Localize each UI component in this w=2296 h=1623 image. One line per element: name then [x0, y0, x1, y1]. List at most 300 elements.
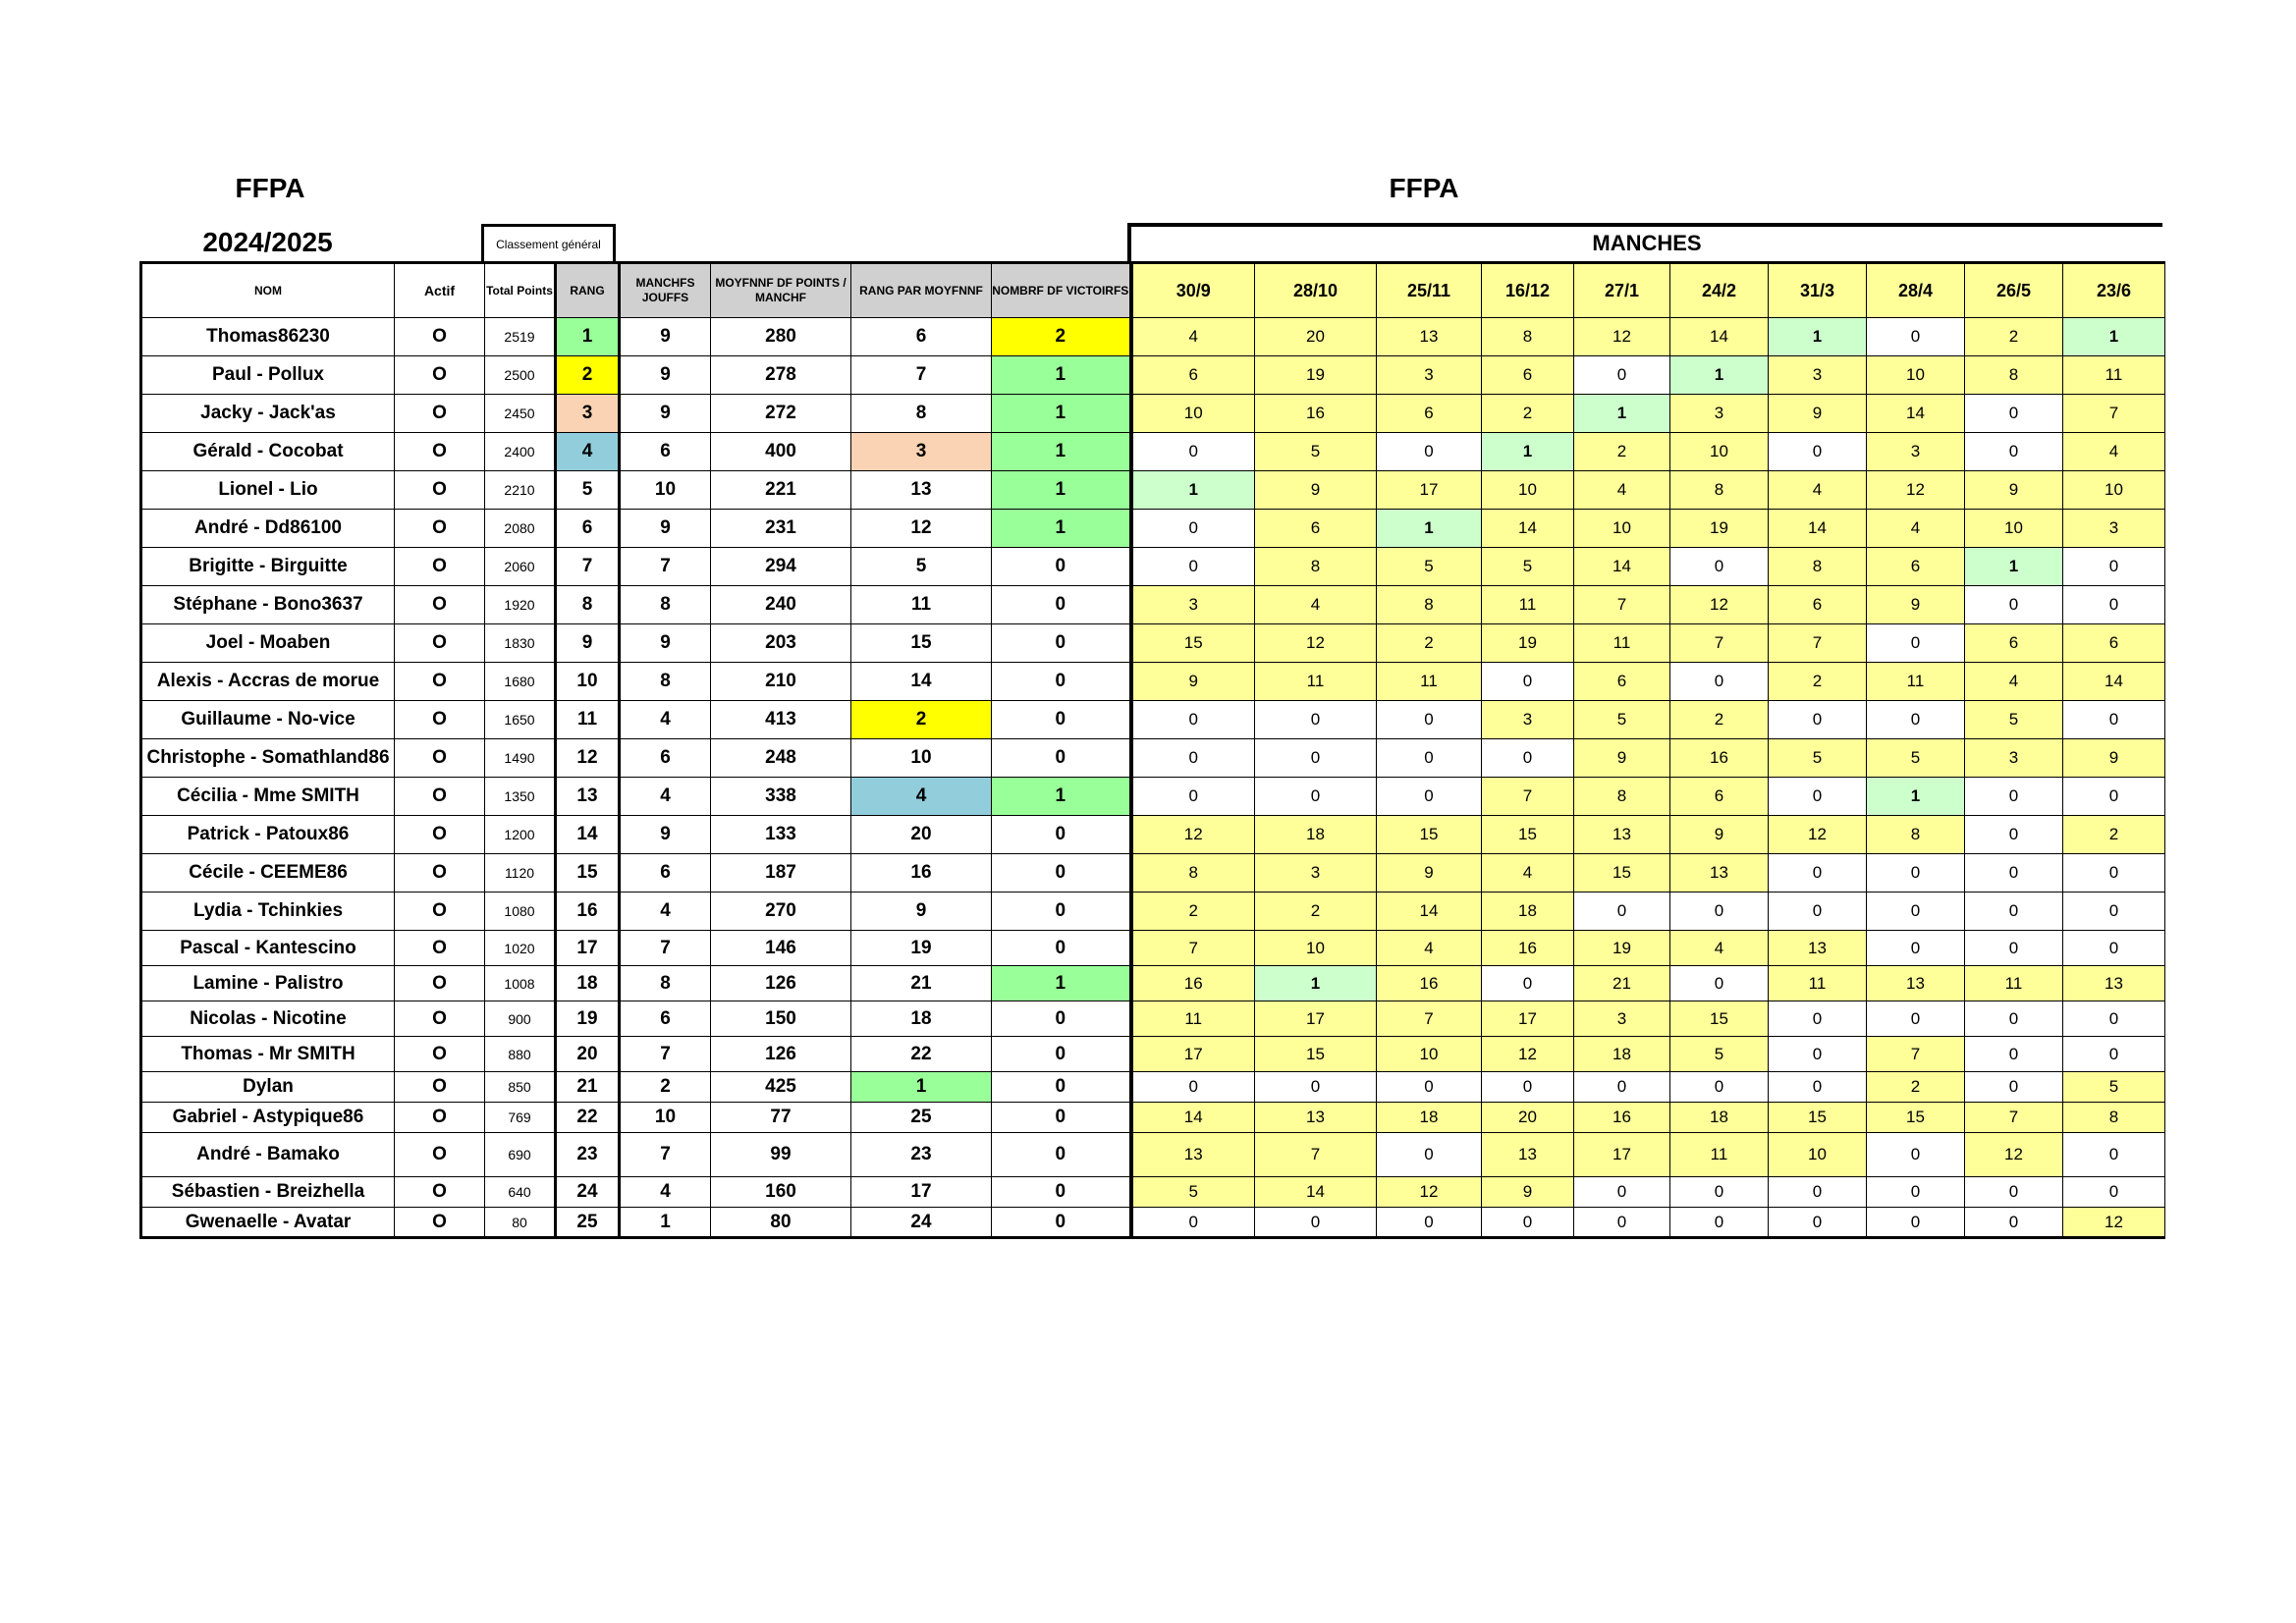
actif-cell: O — [395, 966, 485, 1001]
manche-score-cell: 8 — [1574, 778, 1670, 816]
total-points-cell: 1830 — [485, 624, 556, 663]
manche-score-cell: 16 — [1482, 931, 1574, 966]
manche-score-cell: 6 — [1255, 510, 1377, 548]
rang-moyenne-cell: 12 — [851, 510, 992, 548]
manche-score-cell: 1 — [1574, 395, 1670, 433]
manche-score-cell: 15 — [1255, 1037, 1377, 1072]
manches-jouees-cell: 1 — [620, 1208, 711, 1238]
manches-jouees-cell: 6 — [620, 739, 711, 778]
player-row — [141, 1208, 2165, 1238]
manche-score-cell: 19 — [1670, 510, 1769, 548]
manche-score-cell: 5 — [1965, 701, 2063, 739]
manche-score-cell: 0 — [1131, 510, 1255, 548]
total-points-cell: 2400 — [485, 433, 556, 471]
manche-score-cell: 0 — [1482, 966, 1574, 1001]
manche-score-cell: 0 — [1482, 739, 1574, 778]
manche-score-cell: 0 — [1670, 1072, 1769, 1103]
player-row — [141, 548, 2165, 586]
victoires-cell: 1 — [992, 471, 1131, 510]
manche-score-cell: 13 — [1670, 854, 1769, 893]
manche-score-cell: 4 — [2063, 433, 2165, 471]
rang-moyenne-cell: 9 — [851, 893, 992, 931]
actif-cell: O — [395, 471, 485, 510]
manche-score-cell: 0 — [1131, 433, 1255, 471]
manche-score-cell: 0 — [1482, 1072, 1574, 1103]
rang-cell: 25 — [556, 1208, 620, 1238]
manche-score-cell: 0 — [1965, 816, 2063, 854]
manches-jouees-cell: 4 — [620, 893, 711, 931]
header-rang: RANG — [556, 263, 620, 318]
manche-score-cell: 1 — [1769, 318, 1867, 356]
manche-score-cell: 1 — [2063, 318, 2165, 356]
title-right: FFPA — [1389, 173, 1459, 203]
manche-score-cell: 0 — [2063, 586, 2165, 624]
manche-score-cell: 9 — [1769, 395, 1867, 433]
actif-cell: O — [395, 663, 485, 701]
actif-cell: O — [395, 1103, 485, 1133]
total-points-cell: 1920 — [485, 586, 556, 624]
manche-score-cell: 5 — [1769, 739, 1867, 778]
actif-cell: O — [395, 586, 485, 624]
manche-score-cell: 15 — [1670, 1001, 1769, 1037]
player-name: Thomas - Mr SMITH — [141, 1037, 395, 1072]
manches-jouees-cell: 7 — [620, 1037, 711, 1072]
player-row — [141, 1177, 2165, 1208]
manches-jouees-cell: 4 — [620, 1177, 711, 1208]
manche-score-cell: 0 — [1965, 778, 2063, 816]
manche-score-cell: 15 — [1867, 1103, 1965, 1133]
manche-score-cell: 1 — [1377, 510, 1482, 548]
player-name: Patrick - Patoux86 — [141, 816, 395, 854]
manche-score-cell: 8 — [1131, 854, 1255, 893]
manche-score-cell: 0 — [1965, 931, 2063, 966]
manche-score-cell: 13 — [1769, 931, 1867, 966]
manche-score-cell: 2 — [1255, 893, 1377, 931]
manche-score-cell: 10 — [2063, 471, 2165, 510]
player-name: Guillaume - No-vice — [141, 701, 395, 739]
actif-cell: O — [395, 548, 485, 586]
actif-cell: O — [395, 854, 485, 893]
manche-score-cell: 5 — [1670, 1037, 1769, 1072]
player-name: Nicolas - Nicotine — [141, 1001, 395, 1037]
player-row — [141, 739, 2165, 778]
actif-cell: O — [395, 701, 485, 739]
manche-score-cell: 0 — [1769, 1177, 1867, 1208]
moyenne-cell: 160 — [711, 1177, 851, 1208]
player-row — [141, 816, 2165, 854]
manche-score-cell: 5 — [2063, 1072, 2165, 1103]
rang-cell: 20 — [556, 1037, 620, 1072]
total-points-cell: 900 — [485, 1001, 556, 1037]
total-points-cell: 1200 — [485, 816, 556, 854]
victoires-cell: 0 — [992, 739, 1131, 778]
rang-cell: 7 — [556, 548, 620, 586]
victoires-cell: 0 — [992, 624, 1131, 663]
manche-score-cell: 4 — [1255, 586, 1377, 624]
manche-score-cell: 0 — [1670, 966, 1769, 1001]
player-row — [141, 893, 2165, 931]
manche-score-cell: 1 — [1482, 433, 1574, 471]
manche-score-cell: 8 — [1482, 318, 1574, 356]
player-name: Pascal - Kantescino — [141, 931, 395, 966]
manche-score-cell: 13 — [1574, 816, 1670, 854]
manche-score-cell: 15 — [1131, 624, 1255, 663]
manche-score-cell: 0 — [1377, 1072, 1482, 1103]
victoires-cell: 0 — [992, 701, 1131, 739]
manches-jouees-cell: 6 — [620, 433, 711, 471]
manche-score-cell: 16 — [1670, 739, 1769, 778]
rang-cell: 13 — [556, 778, 620, 816]
manche-score-cell: 9 — [1377, 854, 1482, 893]
manche-score-cell: 16 — [1255, 395, 1377, 433]
manche-score-cell: 5 — [1574, 701, 1670, 739]
rang-moyenne-cell: 10 — [851, 739, 992, 778]
manche-score-cell: 0 — [1965, 1177, 2063, 1208]
total-points-cell: 80 — [485, 1208, 556, 1238]
moyenne-cell: 146 — [711, 931, 851, 966]
manche-score-cell: 0 — [1965, 1072, 2063, 1103]
player-name: Cécile - CEEME86 — [141, 854, 395, 893]
total-points-cell: 2210 — [485, 471, 556, 510]
manche-score-cell: 11 — [1769, 966, 1867, 1001]
manche-score-cell: 4 — [1574, 471, 1670, 510]
player-name: André - Dd86100 — [141, 510, 395, 548]
manche-score-cell: 0 — [1377, 739, 1482, 778]
player-row — [141, 778, 2165, 816]
moyenne-cell: 203 — [711, 624, 851, 663]
moyenne-cell: 272 — [711, 395, 851, 433]
manche-score-cell: 2 — [1965, 318, 2063, 356]
actif-cell: O — [395, 433, 485, 471]
manche-score-cell: 15 — [1574, 854, 1670, 893]
total-points-cell: 1650 — [485, 701, 556, 739]
manche-score-cell: 3 — [1255, 854, 1377, 893]
manche-score-cell: 0 — [1377, 701, 1482, 739]
rang-cell: 1 — [556, 318, 620, 356]
actif-cell: O — [395, 356, 485, 395]
date-header: 28/10 — [1255, 263, 1377, 318]
manche-score-cell: 0 — [1965, 1208, 2063, 1238]
player-name: Brigitte - Birguitte — [141, 548, 395, 586]
manche-score-cell: 5 — [1255, 433, 1377, 471]
actif-cell: O — [395, 395, 485, 433]
manche-score-cell: 2 — [1482, 395, 1574, 433]
victoires-cell: 0 — [992, 1103, 1131, 1133]
manche-score-cell: 0 — [1965, 854, 2063, 893]
actif-cell: O — [395, 1037, 485, 1072]
header-manches-jouees: MANCHFS JOUFFS — [620, 263, 711, 318]
manche-score-cell: 14 — [1255, 1177, 1377, 1208]
player-row — [141, 395, 2165, 433]
manches-jouees-cell: 6 — [620, 854, 711, 893]
moyenne-cell: 338 — [711, 778, 851, 816]
manche-score-cell: 11 — [1377, 663, 1482, 701]
manche-score-cell: 7 — [1482, 778, 1574, 816]
rang-moyenne-cell: 24 — [851, 1208, 992, 1238]
manche-score-cell: 5 — [1377, 548, 1482, 586]
actif-cell: O — [395, 318, 485, 356]
player-name: Stéphane - Bono3637 — [141, 586, 395, 624]
manche-score-cell: 5 — [1482, 548, 1574, 586]
total-points-cell: 1008 — [485, 966, 556, 1001]
player-name: Jacky - Jack'as — [141, 395, 395, 433]
moyenne-cell: 99 — [711, 1133, 851, 1177]
manche-score-cell: 0 — [1574, 356, 1670, 395]
manche-score-cell: 7 — [1867, 1037, 1965, 1072]
manche-score-cell: 0 — [1131, 701, 1255, 739]
manche-score-cell: 0 — [1867, 893, 1965, 931]
date-header: 28/4 — [1867, 263, 1965, 318]
player-name: Joel - Moaben — [141, 624, 395, 663]
manche-score-cell: 0 — [1131, 1072, 1255, 1103]
player-name: Lionel - Lio — [141, 471, 395, 510]
rang-cell: 12 — [556, 739, 620, 778]
player-name: Gabriel - Astypique86 — [141, 1103, 395, 1133]
manches-jouees-cell: 9 — [620, 510, 711, 548]
total-points-cell: 1350 — [485, 778, 556, 816]
manche-score-cell: 17 — [1131, 1037, 1255, 1072]
manche-score-cell: 14 — [1670, 318, 1769, 356]
player-name: Lydia - Tchinkies — [141, 893, 395, 931]
manche-score-cell: 4 — [1670, 931, 1769, 966]
manche-score-cell: 11 — [1482, 586, 1574, 624]
manche-score-cell: 0 — [1965, 433, 2063, 471]
rang-moyenne-cell: 19 — [851, 931, 992, 966]
actif-cell: O — [395, 510, 485, 548]
actif-cell: O — [395, 931, 485, 966]
manche-score-cell: 6 — [2063, 624, 2165, 663]
player-name: Dylan — [141, 1072, 395, 1103]
victoires-cell: 0 — [992, 931, 1131, 966]
manche-score-cell: 14 — [2063, 663, 2165, 701]
manche-score-cell: 0 — [1867, 318, 1965, 356]
manches-jouees-cell: 9 — [620, 356, 711, 395]
player-row — [141, 1133, 2165, 1177]
header-nom: NOM — [141, 263, 395, 318]
manche-score-cell: 3 — [1377, 356, 1482, 395]
moyenne-cell: 126 — [711, 966, 851, 1001]
manche-score-cell: 0 — [2063, 1037, 2165, 1072]
player-row — [141, 586, 2165, 624]
player-row — [141, 931, 2165, 966]
header-rang-moyenne: RANG PAR MOYFNNF — [851, 263, 992, 318]
manches-jouees-cell: 9 — [620, 395, 711, 433]
total-points-cell: 2519 — [485, 318, 556, 356]
manche-score-cell: 18 — [1377, 1103, 1482, 1133]
manches-jouees-cell: 10 — [620, 471, 711, 510]
manche-score-cell: 2 — [1769, 663, 1867, 701]
manche-score-cell: 10 — [1377, 1037, 1482, 1072]
rang-moyenne-cell: 17 — [851, 1177, 992, 1208]
manche-score-cell: 0 — [1769, 1208, 1867, 1238]
manche-score-cell: 12 — [2063, 1208, 2165, 1238]
moyenne-cell: 278 — [711, 356, 851, 395]
moyenne-cell: 231 — [711, 510, 851, 548]
moyenne-cell: 80 — [711, 1208, 851, 1238]
manche-score-cell: 9 — [1965, 471, 2063, 510]
manche-score-cell: 14 — [1769, 510, 1867, 548]
manche-score-cell: 15 — [1769, 1103, 1867, 1133]
manche-score-cell: 8 — [1255, 548, 1377, 586]
moyenne-cell: 270 — [711, 893, 851, 931]
manche-score-cell: 3 — [1965, 739, 2063, 778]
manche-score-cell: 10 — [1574, 510, 1670, 548]
manche-score-cell: 4 — [1769, 471, 1867, 510]
moyenne-cell: 425 — [711, 1072, 851, 1103]
moyenne-cell: 133 — [711, 816, 851, 854]
manche-score-cell: 7 — [1670, 624, 1769, 663]
rang-cell: 4 — [556, 433, 620, 471]
victoires-cell: 0 — [992, 548, 1131, 586]
manches-jouees-cell: 7 — [620, 931, 711, 966]
rang-cell: 17 — [556, 931, 620, 966]
victoires-cell: 1 — [992, 966, 1131, 1001]
player-row — [141, 356, 2165, 395]
total-points-cell: 880 — [485, 1037, 556, 1072]
rang-moyenne-cell: 25 — [851, 1103, 992, 1133]
moyenne-cell: 400 — [711, 433, 851, 471]
manche-score-cell: 9 — [1131, 663, 1255, 701]
manches-header: MANCHES — [1127, 223, 2162, 262]
ranking-table — [139, 261, 2165, 1239]
manche-score-cell: 0 — [1131, 548, 1255, 586]
manche-score-cell: 10 — [1867, 356, 1965, 395]
manche-score-cell: 0 — [1867, 854, 1965, 893]
player-name: Alexis - Accras de morue — [141, 663, 395, 701]
manche-score-cell: 0 — [1482, 663, 1574, 701]
date-header: 27/1 — [1574, 263, 1670, 318]
manche-score-cell: 7 — [1131, 931, 1255, 966]
player-row — [141, 1072, 2165, 1103]
manche-score-cell: 16 — [1131, 966, 1255, 1001]
rang-moyenne-cell: 1 — [851, 1072, 992, 1103]
manche-score-cell: 17 — [1377, 471, 1482, 510]
rang-moyenne-cell: 21 — [851, 966, 992, 1001]
player-name: Cécilia - Mme SMITH — [141, 778, 395, 816]
manche-score-cell: 9 — [1867, 586, 1965, 624]
manche-score-cell: 7 — [1965, 1103, 2063, 1133]
player-name: André - Bamako — [141, 1133, 395, 1177]
rang-cell: 24 — [556, 1177, 620, 1208]
manche-score-cell: 6 — [1131, 356, 1255, 395]
player-name: Lamine - Palistro — [141, 966, 395, 1001]
victoires-cell: 0 — [992, 1208, 1131, 1238]
manche-score-cell: 16 — [1377, 966, 1482, 1001]
manche-score-cell: 6 — [1670, 778, 1769, 816]
manche-score-cell: 0 — [1670, 1177, 1769, 1208]
manche-score-cell: 0 — [1574, 1177, 1670, 1208]
player-row — [141, 701, 2165, 739]
total-points-cell: 1020 — [485, 931, 556, 966]
manche-score-cell: 1 — [1255, 966, 1377, 1001]
actif-cell: O — [395, 816, 485, 854]
rang-moyenne-cell: 18 — [851, 1001, 992, 1037]
manche-score-cell: 18 — [1670, 1103, 1769, 1133]
header-actif: Actif — [395, 263, 485, 318]
rang-cell: 3 — [556, 395, 620, 433]
manche-score-cell: 0 — [1867, 624, 1965, 663]
manche-score-cell: 10 — [1670, 433, 1769, 471]
player-row — [141, 433, 2165, 471]
manche-score-cell: 12 — [1377, 1177, 1482, 1208]
manche-score-cell: 0 — [1131, 739, 1255, 778]
manche-score-cell: 1 — [1670, 356, 1769, 395]
manche-score-cell: 11 — [1255, 663, 1377, 701]
manche-score-cell: 0 — [1965, 1001, 2063, 1037]
moyenne-cell: 221 — [711, 471, 851, 510]
manche-score-cell: 11 — [1574, 624, 1670, 663]
manche-score-cell: 0 — [1574, 1072, 1670, 1103]
manche-score-cell: 0 — [1769, 1001, 1867, 1037]
total-points-cell: 1080 — [485, 893, 556, 931]
manches-jouees-cell: 9 — [620, 318, 711, 356]
manche-score-cell: 0 — [1965, 395, 2063, 433]
manche-score-cell: 0 — [2063, 701, 2165, 739]
player-row — [141, 624, 2165, 663]
rang-moyenne-cell: 20 — [851, 816, 992, 854]
date-header: 31/3 — [1769, 263, 1867, 318]
manche-score-cell: 0 — [1965, 893, 2063, 931]
moyenne-cell: 240 — [711, 586, 851, 624]
player-name: Sébastien - Breizhella — [141, 1177, 395, 1208]
season-title: 2024/2025 — [202, 227, 333, 257]
manche-score-cell: 4 — [1377, 931, 1482, 966]
manche-score-cell: 13 — [2063, 966, 2165, 1001]
manche-score-cell: 11 — [1965, 966, 2063, 1001]
manche-score-cell: 2 — [2063, 816, 2165, 854]
manche-score-cell: 2 — [1377, 624, 1482, 663]
victoires-cell: 2 — [992, 318, 1131, 356]
manche-score-cell: 18 — [1482, 893, 1574, 931]
manche-score-cell: 0 — [1769, 1037, 1867, 1072]
moyenne-cell: 150 — [711, 1001, 851, 1037]
manche-score-cell: 20 — [1482, 1103, 1574, 1133]
manche-score-cell: 2 — [1574, 433, 1670, 471]
manche-score-cell: 11 — [2063, 356, 2165, 395]
manche-score-cell: 17 — [1255, 1001, 1377, 1037]
manche-score-cell: 9 — [1670, 816, 1769, 854]
manches-jouees-cell: 10 — [620, 1103, 711, 1133]
date-header: 26/5 — [1965, 263, 2063, 318]
manche-score-cell: 0 — [1867, 1177, 1965, 1208]
ranking-body — [141, 318, 2165, 1238]
victoires-cell: 0 — [992, 893, 1131, 931]
manche-score-cell: 8 — [2063, 1103, 2165, 1133]
manche-score-cell: 8 — [1965, 356, 2063, 395]
victoires-cell: 0 — [992, 1037, 1131, 1072]
actif-cell: O — [395, 624, 485, 663]
manche-score-cell: 8 — [1769, 548, 1867, 586]
manches-jouees-cell: 8 — [620, 663, 711, 701]
rang-cell: 16 — [556, 893, 620, 931]
manche-score-cell: 12 — [1670, 586, 1769, 624]
manche-score-cell: 6 — [1965, 624, 2063, 663]
manche-score-cell: 5 — [1867, 739, 1965, 778]
total-points-cell: 769 — [485, 1103, 556, 1133]
rang-cell: 14 — [556, 816, 620, 854]
manche-score-cell: 9 — [1574, 739, 1670, 778]
manches-jouees-cell: 9 — [620, 816, 711, 854]
rang-cell: 9 — [556, 624, 620, 663]
moyenne-cell: 294 — [711, 548, 851, 586]
manche-score-cell: 4 — [1482, 854, 1574, 893]
total-points-cell: 850 — [485, 1072, 556, 1103]
rang-moyenne-cell: 16 — [851, 854, 992, 893]
manche-score-cell: 0 — [2063, 854, 2165, 893]
total-points-cell: 640 — [485, 1177, 556, 1208]
manche-score-cell: 3 — [1670, 395, 1769, 433]
manche-score-cell: 1 — [1131, 471, 1255, 510]
